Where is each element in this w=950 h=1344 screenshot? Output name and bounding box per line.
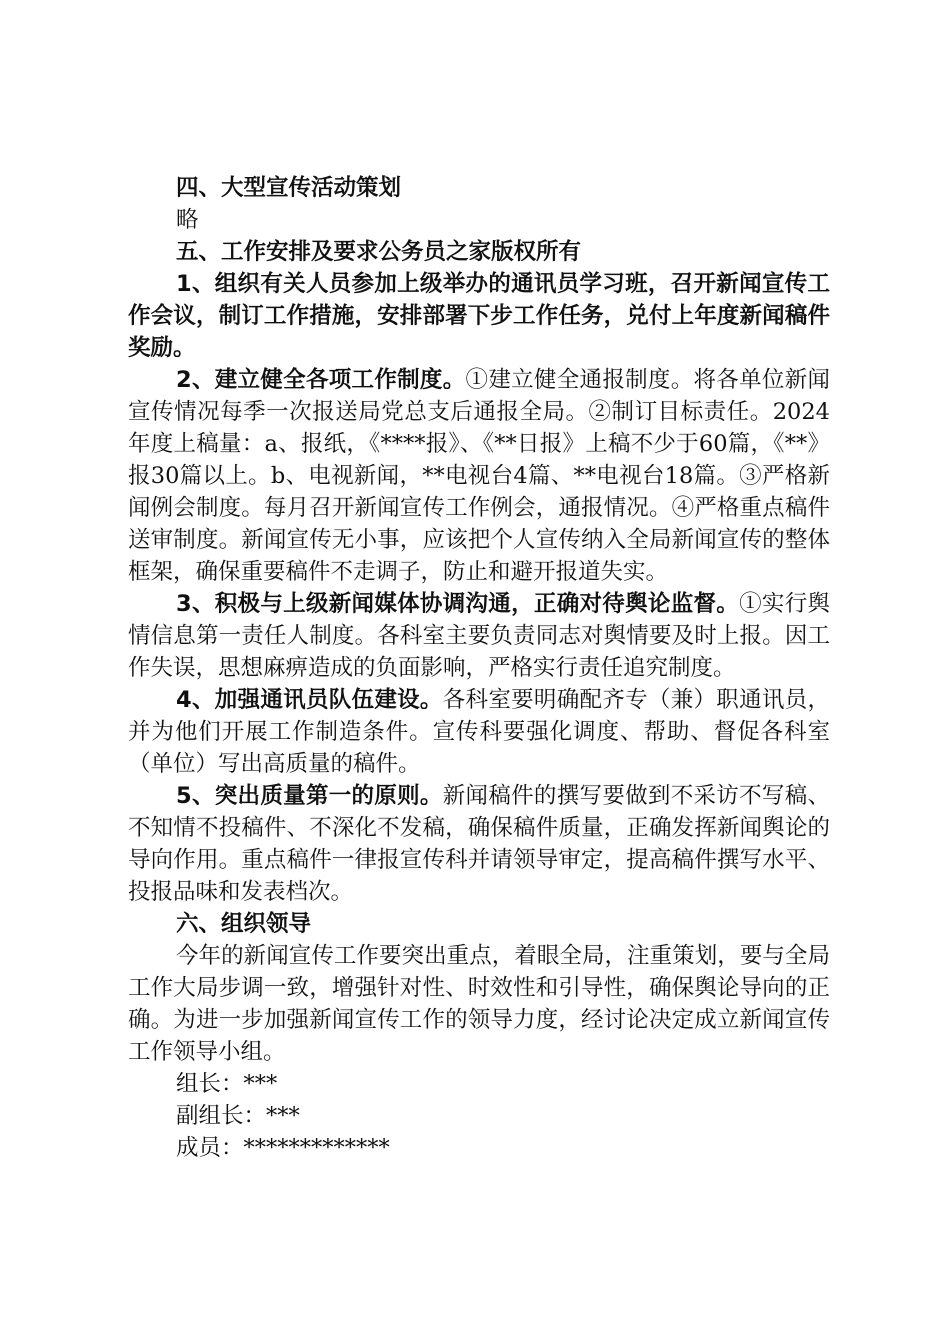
item-3-lead: 3、积极与上级新闻媒体协调沟通，正确对待舆论监督。 [176, 591, 740, 617]
item-5-text: 新闻稿件的撰写要做到不采访不写稿、不知情不投稿件、不深化不发稿，确保稿件质量，正确发挥新闻舆论的导向作用。重点稿件一律报宣传科并请领导审定，提高稿件撰写水平、投报品味和发表档次。 [128, 783, 830, 905]
item-5-lead: 5、突出质量第一的原则。 [176, 783, 443, 809]
item-2-lead: 2、建立健全各项工作制度。 [176, 367, 466, 393]
item-4-text: 各科室要明确配齐专（兼）职通讯员，并为他们开展工作制造条件。宣传科要强化调度、帮助、督促各科室（单位）写出高质量的稿件。 [128, 687, 830, 777]
members-line: 成员：************* [176, 1135, 390, 1161]
leader-line: 组长：*** [176, 1071, 278, 1097]
document-page [128, 172, 830, 1164]
section-5-item-2 [128, 364, 830, 588]
section-5-item-3 [128, 588, 830, 684]
section-6-body: 今年的新闻宣传工作要突出重点，着眼全局，注重策划，要与全局工作大局步调一致，增强针对性、时效性和引导性，确保舆论导向的正确。为进一步加强新闻宣传工作的领导力度，经讨论决定成立新闻宣传工作领导小组。 [128, 943, 830, 1065]
section-5-item-4 [128, 684, 830, 780]
item-1-lead: 1、组织有关人员参加上级举办的通讯员学习班，召开新闻宣传工作会议，制订工作措施，安排部署下步工作任务，兑付上年度新闻稿件奖励。 [128, 271, 830, 361]
section-6-heading: 六、组织领导 [176, 911, 312, 937]
section-5-item-1 [128, 268, 830, 364]
section-4-heading: 四、大型宣传活动策划 [176, 175, 402, 201]
section-5-item-5 [128, 780, 830, 908]
section-5-heading: 五、工作安排及要求公务员之家版权所有 [176, 239, 582, 265]
item-3-text: ①实行舆情信息第一责任人制度。各科室主要负责同志对舆情要及时上报。因工作失误，思想麻痹造成的负面影响，严格实行责任追究制度。 [128, 591, 830, 681]
deputy-leader-line: 副组长：*** [176, 1103, 300, 1129]
item-2-text: ①建立健全通报制度。将各单位新闻宣传情况每季一次报送局党总支后通报全局。②制订目标责任。2024年度上稿量：a、报纸，《****报》、《**日报》上稿不少于60篇，《**》报30篇以上。b、电视新闻，**电视台4篇、**电视台18篇。③严格新闻例会制度。每月召开新闻宣传工作例会，通报情况。④严格重点稿件送审制度。新闻宣传无小事，应该把个人宣传纳入全局新闻宣传的整体框架，确保重要稿件不走调子，防止和避开报道失实。 [128, 367, 830, 585]
item-4-lead: 4、加强通讯员队伍建设。 [176, 687, 443, 713]
section-4-body: 略 [176, 207, 199, 233]
